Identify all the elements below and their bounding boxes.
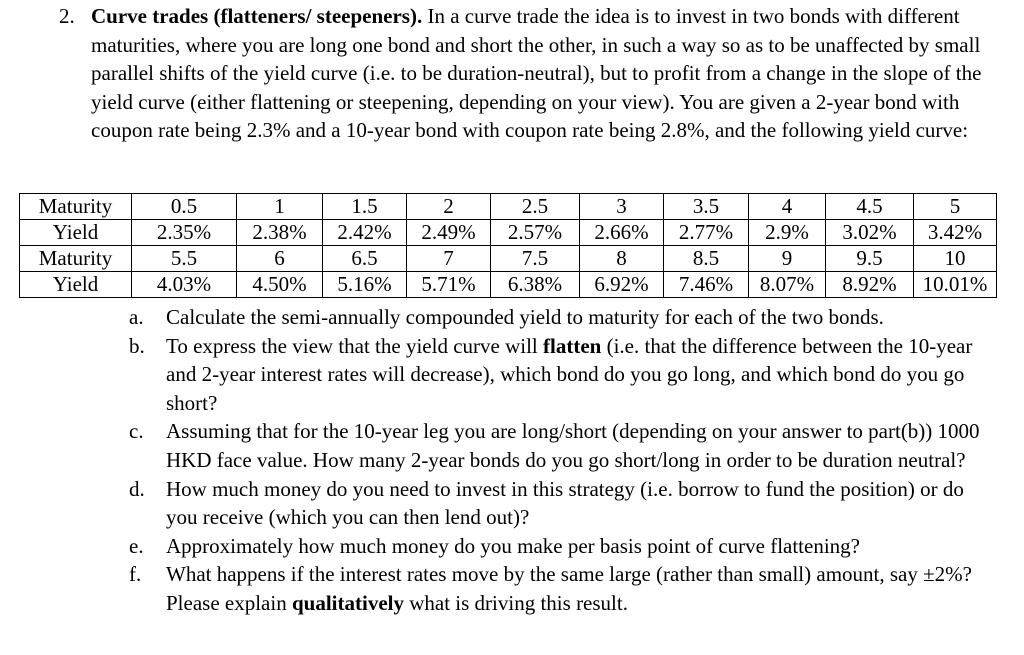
question-item (0, 532, 996, 561)
table-cell: 3 (580, 194, 664, 220)
table-cell: 3.02% (826, 220, 914, 246)
table-cell: 7 (407, 246, 491, 272)
table-cell: 9.5 (826, 246, 914, 272)
table-row (20, 194, 997, 220)
table-cell: 2.35% (132, 220, 237, 246)
question-letter: b. (129, 333, 145, 358)
table-cell: 8.07% (749, 272, 826, 298)
question-text: How much money do you need to invest in this strategy (i.e. borrow to fund the position) or do you receive (which you can then lend out)? (166, 476, 964, 530)
table-cell: 2.9% (749, 220, 826, 246)
yield-curve-table (19, 193, 997, 298)
table-cell: 5.71% (407, 272, 491, 298)
table-cell: 6.92% (580, 272, 664, 298)
table-cell: 2.38% (237, 220, 323, 246)
question-emphasis: flatten (543, 333, 602, 358)
table-cell: 8 (580, 246, 664, 272)
table-cell: 2.49% (407, 220, 491, 246)
table-cell: 2.77% (664, 220, 749, 246)
table-cell: 1.5 (323, 194, 407, 220)
problem-number: 2. (59, 4, 75, 28)
problem-intro-text: In a curve trade the idea is to invest in two bonds with different maturities, where you are long one bond and short the other, in such a way so as to be unaffected by small parallel shifts of the yield curve (i.e. to be duration-neutral), but to profit from a change in the slope of the yield curve (either flattening or steepening, depending on your view). You are given a 2-year bond with coupon rate being 2.3% and a 10-year bond with coupon rate being 2.8%, and the following yield curve: (91, 4, 982, 143)
table-cell: 2.57% (491, 220, 580, 246)
question-text: What happens if the interest rates move by the same large (rather than small) amount, say ±2%? Please explain (166, 562, 972, 615)
question-text: To express the view that the yield curve will (166, 333, 544, 358)
question-item (0, 303, 996, 332)
table-cell: 5.16% (323, 272, 407, 298)
question-emphasis: qualitatively (291, 590, 404, 615)
question-item (0, 475, 996, 532)
question-text: Calculate the semi-annually compounded yield to maturity for each of the two bonds. (166, 305, 884, 329)
table-cell: 2.66% (580, 220, 664, 246)
question-text-cont: (i.e. that the difference between the 10-year and 2-year interest rates will decrease), which bond do you go long, and which bond do you go short? (166, 333, 973, 415)
table-row (20, 246, 997, 272)
question-letter: f. (129, 562, 142, 587)
table-cell: 0.5 (132, 194, 237, 220)
row-label: Yield (20, 272, 132, 298)
table-cell: 10 (914, 246, 997, 272)
question-letter: c. (129, 419, 144, 444)
problem-intro (0, 0, 996, 145)
table-cell: 1 (237, 194, 323, 220)
table-cell: 8.92% (826, 272, 914, 298)
table-cell: 5.5 (132, 246, 237, 272)
problem-title: Curve trades (flatteners/ steepeners). (91, 4, 423, 28)
table-cell: 7.46% (664, 272, 749, 298)
table-cell: 2.5 (491, 194, 580, 220)
table-cell: 6.38% (491, 272, 580, 298)
table-row (20, 272, 997, 298)
table-cell: 4 (749, 194, 826, 220)
question-letter: e. (129, 533, 144, 558)
table-cell: 9 (749, 246, 826, 272)
question-text: Assuming that for the 10-year leg you are long/short (depending on your answer to part(b)) 1000 HKD face value. How many 2-year bonds do you go short/long in order to be duration neutral? (166, 419, 980, 472)
table-cell: 4.5 (826, 194, 914, 220)
table-cell: 6.5 (323, 246, 407, 272)
table-row (20, 220, 997, 246)
table-cell: 6 (237, 246, 323, 272)
table-cell: 3.42% (914, 220, 997, 246)
table-cell: 4.03% (132, 272, 237, 298)
question-item (0, 332, 996, 418)
question-letter: d. (129, 476, 145, 501)
question-list (0, 303, 1024, 618)
question-text-cont: what is driving this result. (403, 590, 628, 615)
table-cell: 7.5 (491, 246, 580, 272)
table-cell: 3.5 (664, 194, 749, 220)
question-item (0, 417, 996, 474)
table-cell: 2 (407, 194, 491, 220)
table-cell: 8.5 (664, 246, 749, 272)
problem-statement (0, 0, 1024, 145)
row-label: Maturity (20, 194, 132, 220)
table-cell: 4.50% (237, 272, 323, 298)
row-label: Yield (20, 220, 132, 246)
table-cell: 10.01% (914, 272, 997, 298)
table-cell: 2.42% (323, 220, 407, 246)
question-item (0, 560, 996, 617)
table-cell: 5 (914, 194, 997, 220)
row-label: Maturity (20, 246, 132, 272)
question-text: Approximately how much money do you make per basis point of curve flattening? (166, 533, 860, 558)
question-letter: a. (129, 305, 144, 329)
